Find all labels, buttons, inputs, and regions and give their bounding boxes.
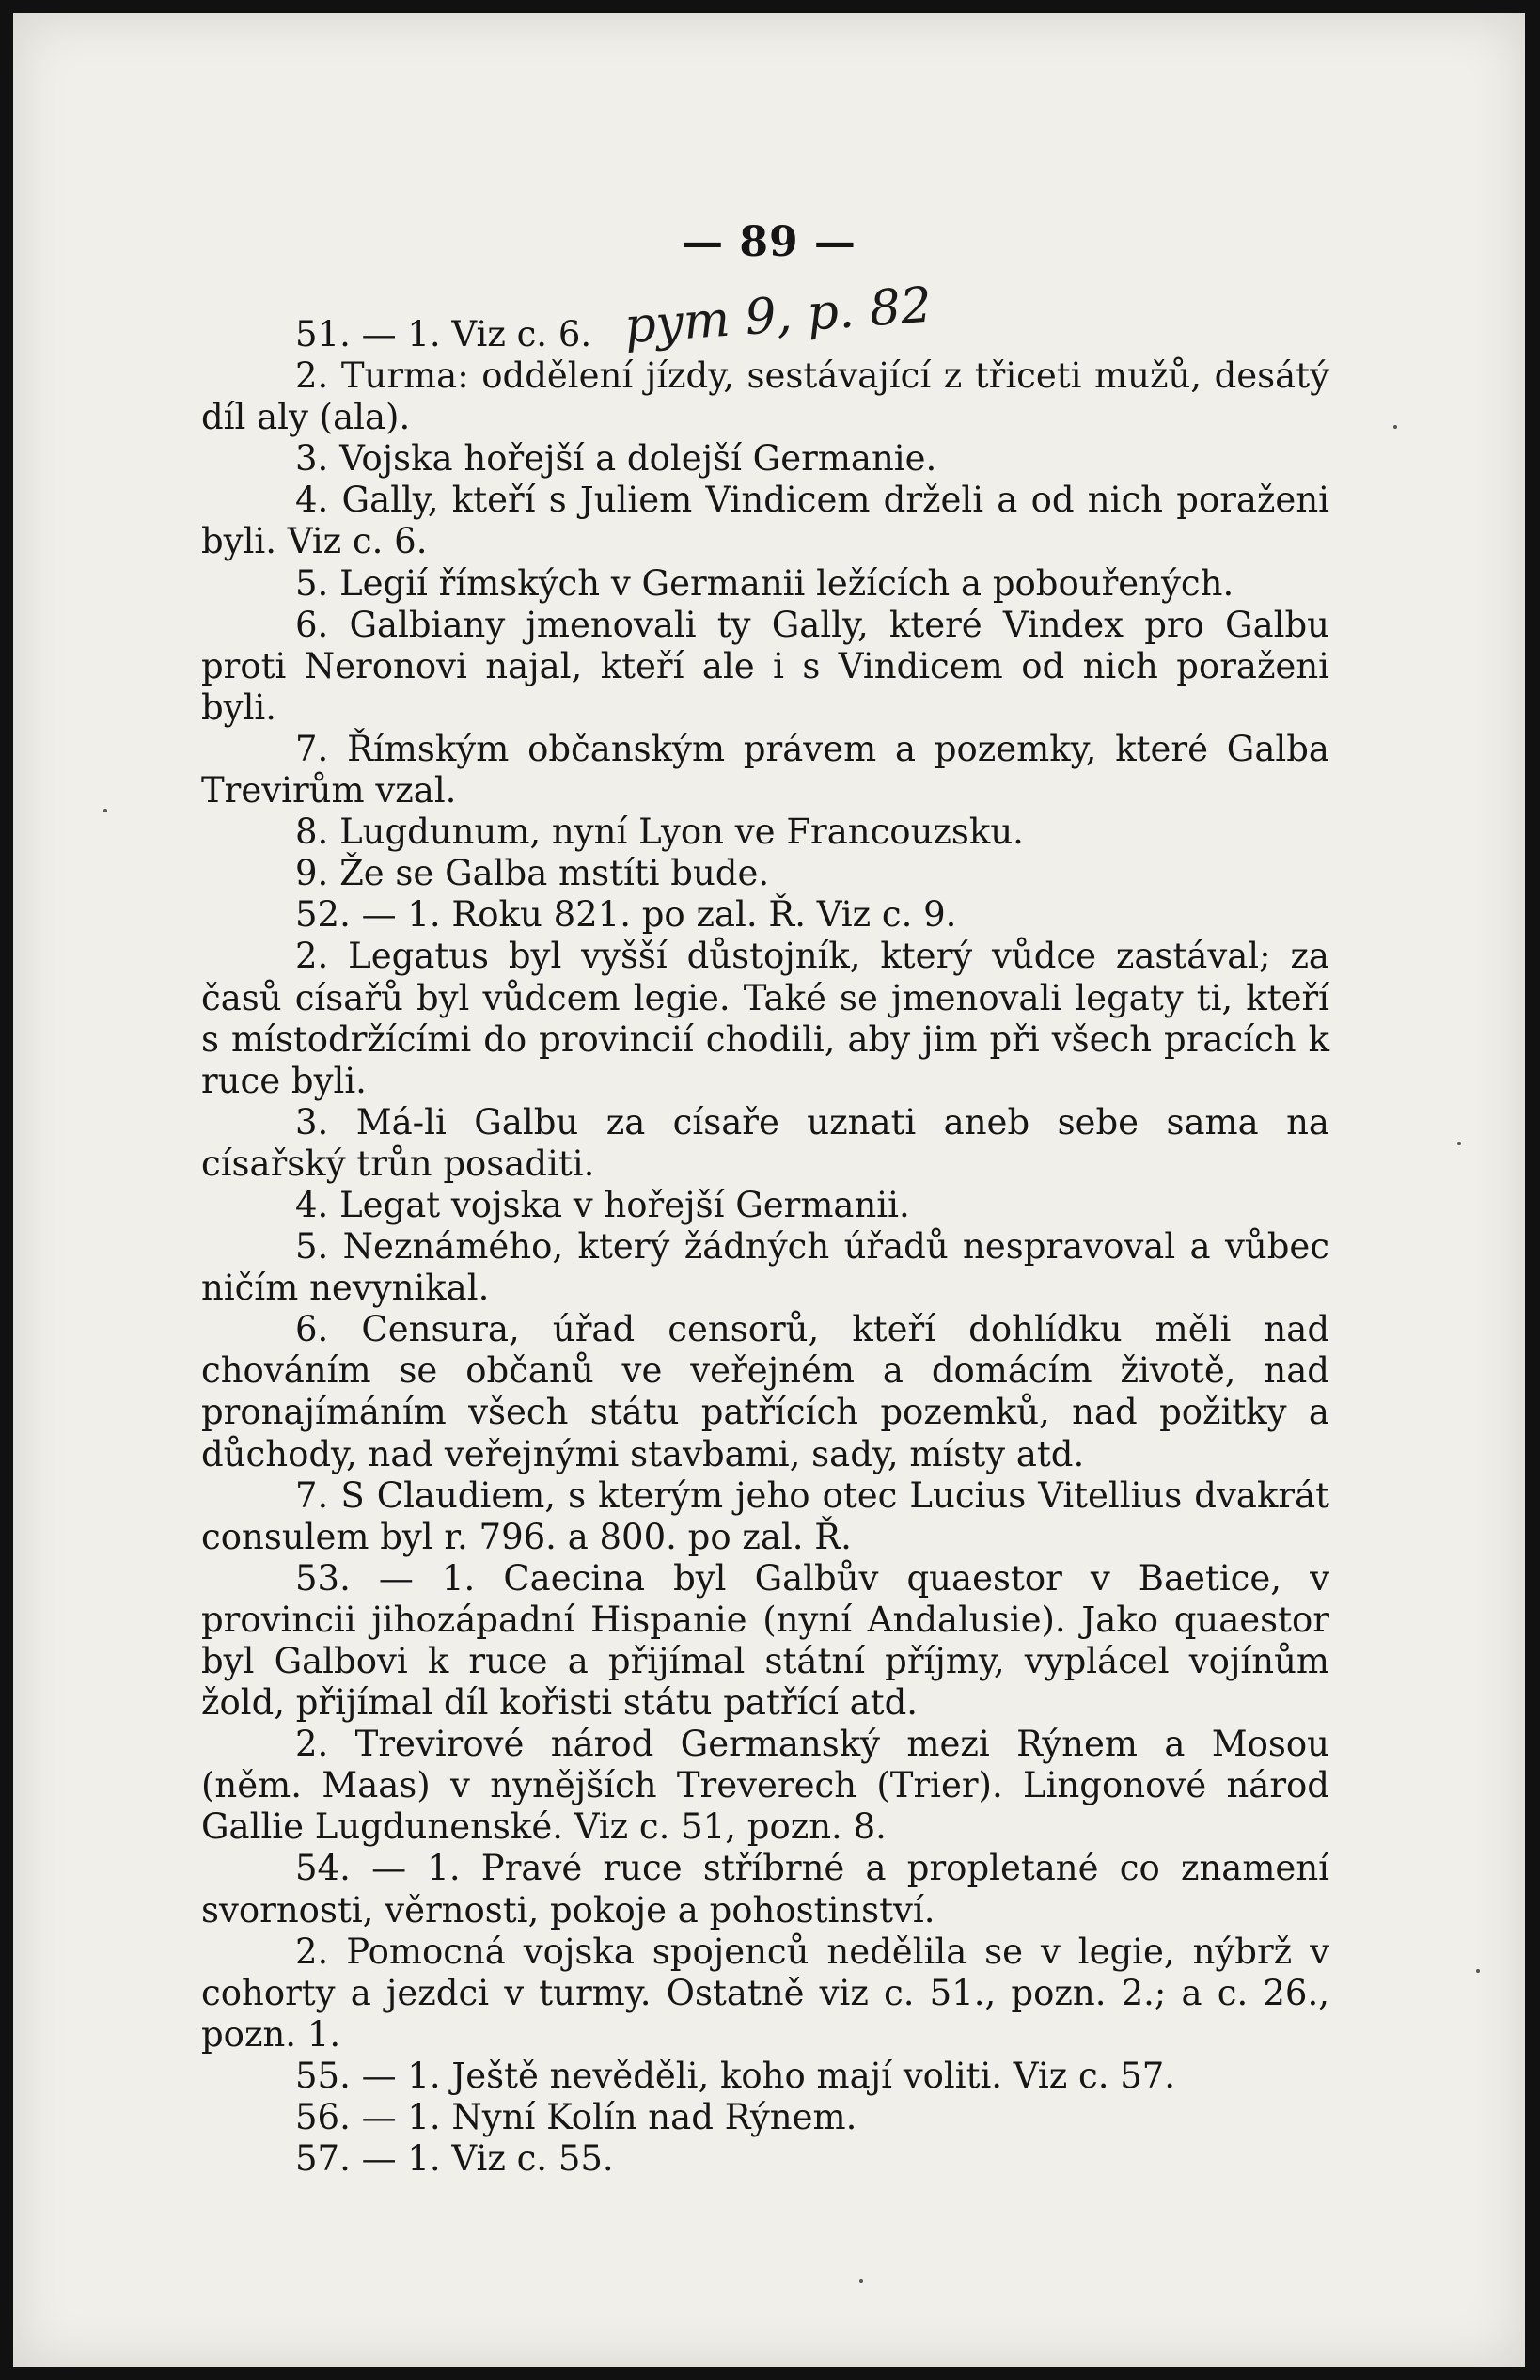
- note-51-4: 4. Gally, kteří s Juliem Vindicem drželi a od nich poraženi byli. Viz c. 6.: [201, 480, 1329, 562]
- notes-text: [201, 314, 1329, 2180]
- note-55-1: 55. — 1. Ještě nevěděli, koho mají voliti. Viz c. 57.: [295, 2055, 1176, 2096]
- note-51-3: 3. Vojska hořejší a dolejší Germanie.: [295, 438, 937, 480]
- note-52-1: 52. — 1. Roku 821. po zal. Ř. Viz c. 9.: [295, 894, 957, 936]
- note-51-8: 8. Lugdunum, nyní Lyon ve Francouzsku.: [295, 812, 1024, 853]
- note-52-7: 7. S Claudiem, s kterým jeho otec Lucius Vitellius dvakrát consulem byl r. 796. a 800. po zal. Ř.: [201, 1474, 1329, 1557]
- note-52-6: 6. Censura, úřad censorů, kteří dohlídku měli nad chováním se občanů ve veřejném a domácím životě, nad pronajímáním všech státu patřících pozemků, nad požitky a důchody, nad veřejnými stavbami, sady, místy atd.: [201, 1309, 1329, 1474]
- paper-speck: [1476, 1969, 1480, 1973]
- note-54-2: 2. Pomocná vojska spojenců nedělila se v legie, nýbrž v cohorty a jezdci v turmy. Ostatně viz c. 51., pozn. 2.; a c. 26., pozn. 1.: [201, 1931, 1329, 2055]
- note-51-2: 2. Turma: oddělení jízdy, sestávající z třiceti mužů, desátý díl aly (ala).: [201, 355, 1329, 438]
- note-51-1: 51. — 1. Viz c. 6.: [295, 314, 592, 355]
- note-52-5: 5. Neznámého, který žádných úřadů nespravoval a vůbec ničím nevynikal.: [201, 1226, 1329, 1309]
- note-51-7: 7. Římským občanským právem a pozemky, které Galba Trevirům vzal.: [201, 728, 1329, 812]
- note-52-4: 4. Legat vojska v hořejší Germanii.: [295, 1184, 910, 1225]
- paper-speck: [859, 2279, 863, 2283]
- note-54-1: 54. — 1. Pravé ruce stříbrné a propletané co znamení svornosti, věrnosti, pokoje a pohostinství.: [201, 1848, 1329, 1931]
- note-51-9: 9. Že se Galba mstíti bude.: [295, 853, 770, 894]
- note-53-1: 53. — 1. Caecina byl Galbův quaestor v Baetice, v provincii jihozápadní Hispanie (nyní Andalusie). Jako quaestor byl Galbovi k ruce a přijímal státní příjmy, vyplácel vojínům žold, přijímal díl kořisti státu patřící atd.: [201, 1557, 1329, 1724]
- note-57-1: 57. — 1. Viz c. 55.: [295, 2138, 614, 2180]
- page-number: — 89 —: [682, 218, 856, 266]
- note-52-2: 2. Legatus byl vyšší důstojník, který vůdce zastával; za časů císařů byl vůdcem legie. Také se jmenovali legaty ti, kteří s místodržícími do provincií chodili, aby jim při všech pracích k ruce byli.: [201, 936, 1329, 1101]
- book-page: [13, 13, 1525, 2367]
- paper-speck: [103, 809, 107, 812]
- handwritten-annotation: pym 9, p. 82: [622, 276, 934, 355]
- note-52-3: 3. Má-li Galbu za císaře uznati aneb sebe sama na císařský trůn posaditi.: [201, 1101, 1329, 1184]
- paper-speck: [1457, 1142, 1461, 1145]
- paper-speck: [1393, 425, 1397, 429]
- note-56-1: 56. — 1. Nyní Kolín nad Rýnem.: [295, 2097, 857, 2138]
- note-53-2: 2. Trevirové národ Germanský mezi Rýnem a Mosou (něm. Maas) v nynějších Treverech (Trier). Lingonové národ Gallie Lugdunenské. Viz c. 51, pozn. 8.: [201, 1724, 1329, 1848]
- note-51-6: 6. Galbiany jmenovali ty Gally, které Vindex pro Galbu proti Neronovi najal, kteří ale i s Vindicem od nich poraženi byli.: [201, 604, 1329, 728]
- note-51-5: 5. Legií římských v Germanii ležících a pobouřených.: [295, 562, 1234, 604]
